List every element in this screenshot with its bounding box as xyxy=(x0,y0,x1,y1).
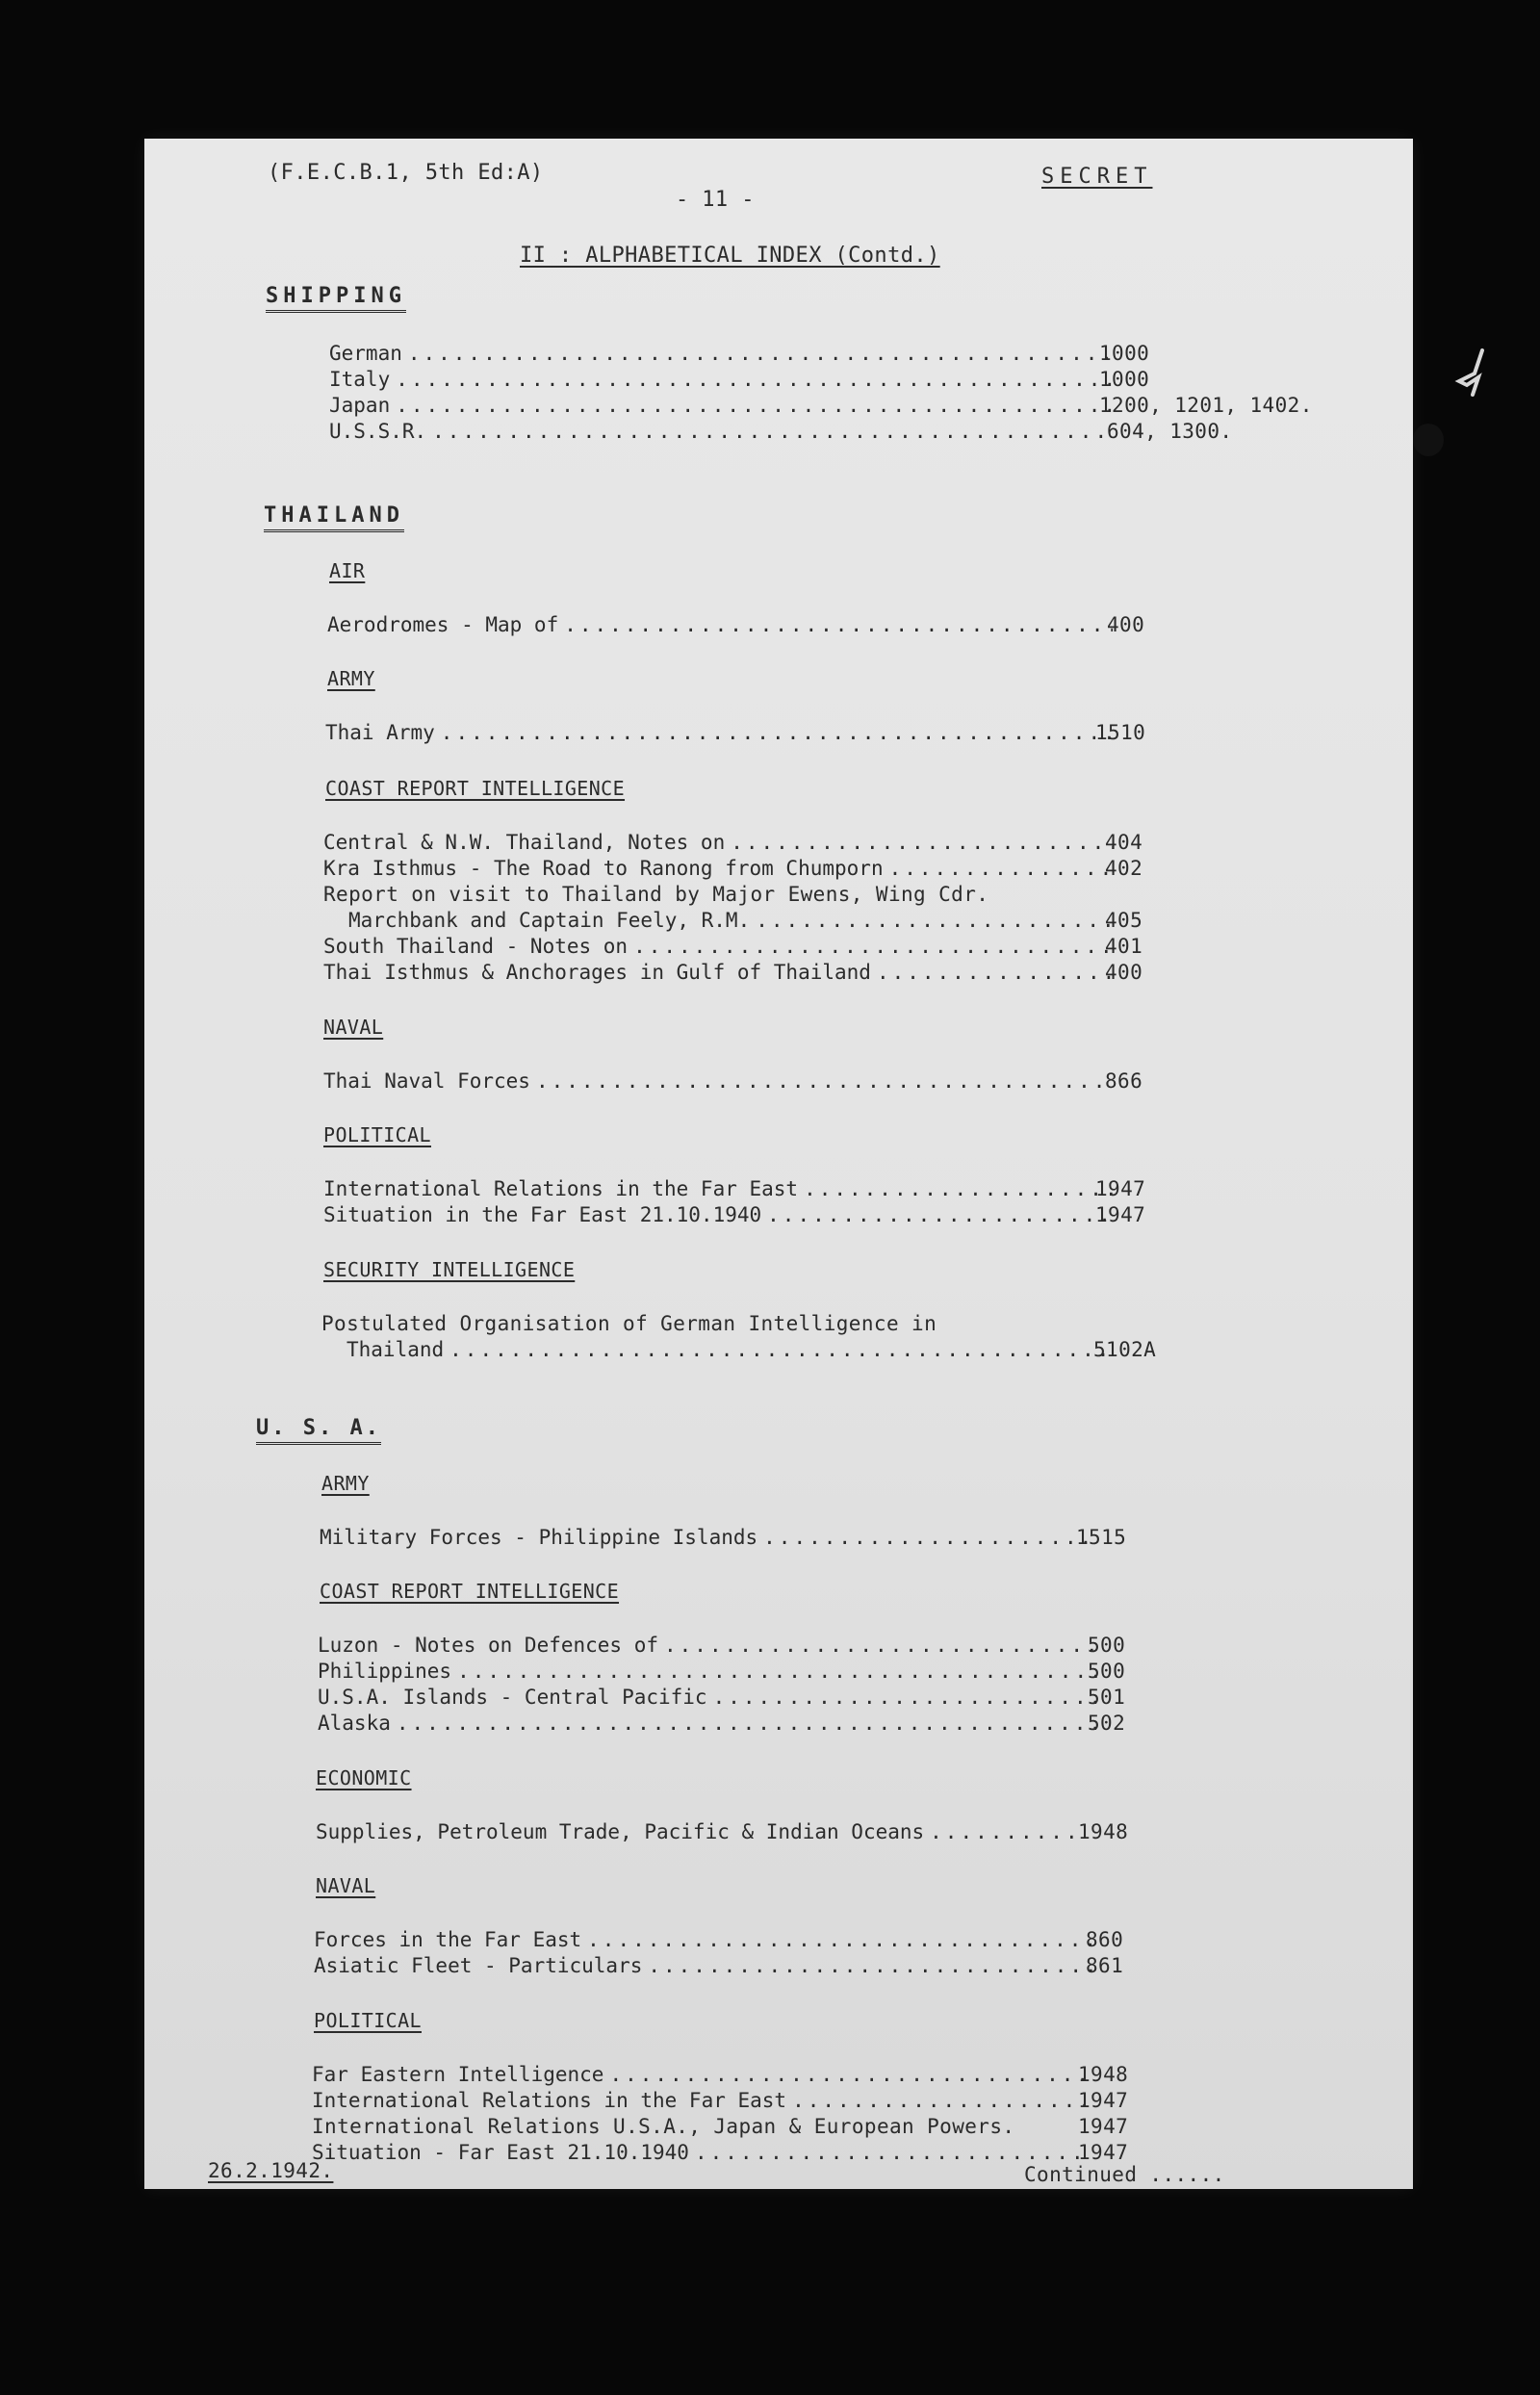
entry-ref: 400 xyxy=(1107,613,1145,636)
subsection-heading-coast-report: COAST REPORT INTELLIGENCE xyxy=(320,1580,620,1603)
document-reference: (F.E.C.B.1, 5th Ed:A) xyxy=(268,161,544,185)
subsection-heading-coast-report: COAST REPORT INTELLIGENCE xyxy=(325,777,626,800)
entry-label: Italy xyxy=(329,368,391,391)
index-entry xyxy=(329,367,1118,393)
leader-dots xyxy=(536,1069,1113,1094)
section-heading-usa: U. S. A. xyxy=(256,1415,381,1445)
entry-ref: 1510 xyxy=(1095,721,1146,744)
entry-ref: 400 xyxy=(1105,961,1143,984)
index-entry xyxy=(346,1337,1118,1363)
entry-ref: 1947 xyxy=(1078,2141,1129,2164)
leader-dots xyxy=(564,612,1113,638)
entry-label: Supplies, Petroleum Trade, Pacific & Indian Oceans xyxy=(316,1820,925,1843)
entry-label: Central & N.W. Thailand, Notes on xyxy=(323,831,726,854)
index-entry xyxy=(327,612,1118,638)
leader-dots xyxy=(648,1953,1099,1979)
index-entry xyxy=(323,1202,1118,1228)
leader-dots xyxy=(889,856,1113,882)
index-entry xyxy=(323,1069,1118,1094)
index-entry xyxy=(329,419,1118,445)
index-entry xyxy=(348,908,1118,934)
entry-ref: 405 xyxy=(1105,909,1143,932)
leader-dots xyxy=(713,1685,1101,1711)
leader-dots xyxy=(449,1337,1113,1363)
leader-dots xyxy=(609,2062,1088,2088)
entry-ref: 1947 xyxy=(1078,2115,1129,2138)
entry-ref: 1948 xyxy=(1078,2063,1129,2086)
entry-label: Thai Isthmus & Anchorages in Gulf of Thailand xyxy=(323,961,871,984)
leader-dots xyxy=(877,960,1113,986)
index-entry xyxy=(314,1927,1105,1953)
entry-ref: 1947 xyxy=(1095,1177,1146,1200)
entry-label: Asiatic Fleet - Particulars xyxy=(314,1954,643,1977)
entry-ref: 860 xyxy=(1086,1928,1124,1951)
entry-ref: 5102A xyxy=(1093,1338,1157,1361)
leader-dots xyxy=(397,1711,1101,1737)
subsection-heading-naval: NAVAL xyxy=(316,1874,376,1897)
leader-dots xyxy=(457,1659,1101,1685)
entry-label-continued: Marchbank and Captain Feely, R.M. xyxy=(348,909,751,932)
entry-ref: 861 xyxy=(1086,1954,1124,1977)
entry-ref: 401 xyxy=(1105,935,1143,958)
entry-label: German xyxy=(329,342,402,365)
entry-ref: 402 xyxy=(1105,857,1143,880)
entry-label: Thai Army xyxy=(325,721,435,744)
entry-label: International Relations in the Far East xyxy=(312,2089,787,2112)
entry-ref: 1000 xyxy=(1099,368,1150,391)
index-entry xyxy=(329,393,1118,419)
leader-dots xyxy=(396,393,1113,419)
subsection-heading-political: POLITICAL xyxy=(314,2009,422,2032)
punch-hole xyxy=(1413,424,1444,456)
index-entry xyxy=(323,960,1118,986)
entry-label: Military Forces - Philippine Islands xyxy=(320,1526,758,1549)
subsection-heading-air: AIR xyxy=(329,559,366,582)
section-heading-shipping: SHIPPING xyxy=(266,283,406,313)
index-entry xyxy=(325,720,1118,746)
entry-label: Japan xyxy=(329,394,391,417)
continued-note: Continued ...... xyxy=(1024,2163,1225,2186)
entry-label: Situation - Far East 21.10.1940 xyxy=(312,2141,689,2164)
entry-label-continued: Thailand xyxy=(346,1338,445,1361)
entry-label: Philippines xyxy=(318,1660,452,1683)
entry-label: Forces in the Far East xyxy=(314,1928,582,1951)
entry-ref: 500 xyxy=(1088,1660,1126,1683)
leader-dots xyxy=(804,1176,1113,1202)
entry-ref: 604, 1300. xyxy=(1107,420,1233,443)
leader-dots xyxy=(441,720,1113,746)
leader-dots xyxy=(408,341,1113,367)
index-entry xyxy=(320,1525,1097,1551)
entry-ref: 501 xyxy=(1088,1686,1126,1709)
index-entry xyxy=(318,1685,1107,1711)
index-entry xyxy=(323,830,1118,856)
index-entry xyxy=(312,2140,1093,2166)
leader-dots xyxy=(633,934,1113,960)
entry-label: Luzon - Notes on Defences of xyxy=(318,1634,659,1657)
index-entry xyxy=(312,2062,1093,2088)
subsection-heading-naval: NAVAL xyxy=(323,1016,384,1039)
entry-ref: 1947 xyxy=(1095,1203,1146,1226)
index-entry xyxy=(318,1711,1107,1737)
page-number: - 11 - xyxy=(676,188,755,212)
index-entry xyxy=(312,2088,1093,2114)
entry-ref: 404 xyxy=(1105,831,1143,854)
entry-ref: 502 xyxy=(1088,1712,1126,1735)
leader-dots xyxy=(664,1633,1101,1659)
entry-ref: 866 xyxy=(1105,1069,1143,1093)
entry-label: International Relations in the Far East xyxy=(323,1177,799,1200)
entry-label: International Relations U.S.A., Japan & European Powers. xyxy=(312,2115,1015,2138)
leader-dots xyxy=(396,367,1113,393)
entry-label: Report on visit to Thailand by Major Ewens, Wing Cdr. xyxy=(323,883,989,906)
subsection-heading-political: POLITICAL xyxy=(323,1123,431,1146)
entry-ref: 1947 xyxy=(1078,2089,1129,2112)
entry-ref: 1948 xyxy=(1078,1820,1129,1843)
entry-label: U.S.A. Islands - Central Pacific xyxy=(318,1686,707,1709)
entry-label: Situation in the Far East 21.10.1940 xyxy=(323,1203,762,1226)
entry-label: South Thailand - Notes on xyxy=(323,935,629,958)
index-entry xyxy=(323,934,1118,960)
entry-label: Kra Isthmus - The Road to Ranong from Chumporn xyxy=(323,857,884,880)
leader-dots xyxy=(432,419,1113,445)
index-entry xyxy=(323,856,1118,882)
leader-dots xyxy=(767,1202,1113,1228)
entry-label: Aerodromes - Map of xyxy=(327,613,559,636)
index-entry xyxy=(323,1176,1118,1202)
leader-dots xyxy=(763,1525,1091,1551)
index-entry xyxy=(318,1659,1107,1685)
index-entry xyxy=(318,1633,1107,1659)
entry-label: U.S.S.R. xyxy=(329,420,427,443)
subsection-heading-army: ARMY xyxy=(327,667,375,690)
leader-dots xyxy=(930,1819,1080,1845)
subsection-heading-army: ARMY xyxy=(321,1472,370,1495)
entry-label: Far Eastern Intelligence xyxy=(312,2063,604,2086)
leader-dots xyxy=(587,1927,1099,1953)
document-date: 26.2.1942. xyxy=(208,2159,334,2182)
document-sheet xyxy=(144,139,1413,2189)
entry-ref: 500 xyxy=(1088,1634,1126,1657)
leader-dots xyxy=(756,908,1113,934)
entry-label: Alaska xyxy=(318,1712,391,1735)
scratch-mark xyxy=(1453,348,1490,397)
index-entry xyxy=(329,341,1118,367)
entry-label: Thai Naval Forces xyxy=(323,1069,530,1093)
classification-marking: SECRET xyxy=(1041,165,1153,189)
entry-label: Postulated Organisation of German Intelligence in xyxy=(321,1312,937,1335)
leader-dots xyxy=(792,2088,1088,2114)
entry-ref: 1000 xyxy=(1099,342,1150,365)
page-title: II : ALPHABETICAL INDEX (Contd.) xyxy=(520,244,940,268)
subsection-heading-economic: ECONOMIC xyxy=(316,1766,412,1790)
leader-dots xyxy=(731,830,1113,856)
entry-ref: 1515 xyxy=(1076,1526,1127,1549)
section-heading-thailand: THAILAND xyxy=(264,502,404,532)
index-entry xyxy=(316,1819,1086,1845)
subsection-heading-security: SECURITY INTELLIGENCE xyxy=(323,1258,576,1281)
index-entry xyxy=(314,1953,1105,1979)
entry-ref: 1200, 1201, 1402. xyxy=(1099,394,1313,417)
